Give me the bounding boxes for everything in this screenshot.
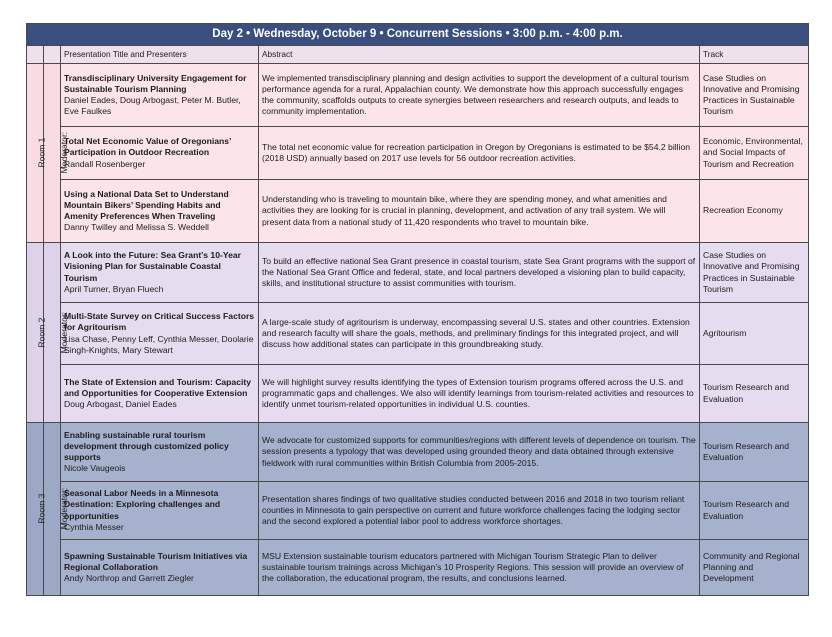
session-presenters: Danny Twilley and Melissa S. Weddell [64,222,209,233]
session-presenters: Doug Arbogast, Daniel Eades [64,399,177,410]
session-abstract: Presentation shares findings of two qualitative studies conducted between 2016 and 2018 in two tourism reliant counties in Minnesota to gain perspective on current and future workforce challenges facing the lodging sector and the second explored a potential labor pool to address workforce shortages. [259,482,700,540]
header-track: Track [700,46,809,64]
session-abstract: Understanding who is traveling to mountain bike, where they are spending money, and what amenities and activities they are looking for is crucial in planning, development, and activation of any trail system. We will present data from a national study of 11,420 respondents who travel to mountain bike. [259,180,700,243]
room-name: Room 2 [36,317,47,348]
room-2-label [27,243,47,423]
session-row [27,303,809,365]
session-presenters: Cynthia Messer [64,521,124,532]
session-track: Community and Regional Planning and Development [700,540,809,596]
moderator-label: Moderator: [59,488,70,530]
session-presenters: Lisa Chase, Penny Leff, Cynthia Messer, Doolarie Singh-Knights, Mary Stewart [64,333,254,355]
session-track: Tourism Research and Evaluation [700,423,809,482]
header-abstract: Abstract [259,46,700,64]
session-presenters: Nicole Vaugeois [64,463,126,474]
session-title: A Look into the Future: Sea Grant’s 10-Year Visioning Plan for Sustainable Coastal Tourism [64,250,242,283]
session-title-cell [61,180,259,243]
moderator-label: Moderator: [59,132,70,174]
session-abstract: MSU Extension sustainable tourism educators partnered with Michigan Tourism Strategic Plan to deliver sustainable tourism trainings across Michigan’s 10 Prosperity Regions. This session will provide an overview of the collaboration, the educational program, the results, and conclusions learned. [259,540,700,596]
header-presentation: Presentation Title and Presenters [61,46,259,64]
session-title: Spawning Sustainable Tourism Initiatives via Regional Collaboration [64,550,248,572]
room-name: Room 3 [36,493,47,525]
session-abstract: We will highlight survey results identifying the types of Extension tourism programs offered across the U.S. and programmatic gaps and challenges. We also will identify learnings from tourism-related activities and resources to identify unmet tourism-related opportunities in individual U.S. counties. [259,365,700,423]
session-abstract: The total net economic value for recreation participation in Oregon by Oregonians is estimated to be $54.2 billion (2018 USD) annually based on 2017 use levels for 56 outdoor recreation activities. [259,127,700,180]
room-1-label [27,64,47,243]
session-presenters: April Turner, Bryan Fluech [64,283,164,294]
header-blank-room [27,46,44,64]
session-title: Transdisciplinary University Engagement for Sustainable Tourism Planning [64,72,247,94]
session-abstract: We implemented transdisciplinary planning and design activities to support the development of a cultural tourism performance agenda for a rural, Appalachian county. We demonstrate how this approach successfully engages the community, scaffolds outputs to create synergies between researchers and research outputs, and leads to community implementation. [259,64,700,127]
session-title: Enabling sustainable rural tourism development through customized policy supports [64,429,229,462]
session-presenters: Andy Northrop and Garrett Ziegler [64,573,194,584]
session-title: The State of Extension and Tourism: Capacity and Opportunities for Cooperative Extension [64,376,252,398]
session-row [27,127,809,180]
session-row [27,482,809,540]
session-title-cell [61,64,259,127]
session-track: Case Studies on Innovative and Promising Practices in Sustainable Tourism [700,243,809,303]
session-title: Using a National Data Set to Understand Mountain Bikers’ Spending Habits and Amenity Preferences When Traveling [64,188,229,221]
session-row [27,540,809,596]
session-title-cell [61,540,259,596]
session-title-cell [61,303,259,365]
session-track: Tourism Research and Evaluation [700,482,809,540]
moderator-label: Moderator: [59,311,70,354]
session-title-cell [61,243,259,303]
header-row [27,46,809,64]
session-row [27,423,809,482]
session-title-cell [61,423,259,482]
session-abstract: We advocate for customized supports for communities/regions with different levels of dependence on tourism. The session presents a typology that was developed using grounded theory and data obtained through extensive fieldwork with rural communities within British Columbia from 2005-2015. [259,423,700,482]
session-row [27,243,809,303]
session-title: Multi-State Survey on Critical Success Factors for Agritourism [64,311,255,333]
session-title-cell [61,127,259,180]
title-row [27,24,809,46]
session-row [27,180,809,243]
session-track: Tourism Research and Evaluation [700,365,809,423]
session-row [27,64,809,127]
session-presenters: Daniel Eades, Doug Arbogast, Peter M. Butler, Eve Faulkes [64,95,241,117]
header-blank-moderator [44,46,61,64]
session-track: Recreation Economy [700,180,809,243]
room-3-label [27,423,47,596]
session-track: Agritourism [700,303,809,365]
session-track: Economic, Environmental, and Social Impacts of Tourism and Recreation [700,127,809,180]
session-abstract: A large-scale study of agritourism is underway, encompassing several U.S. states and other countries. Extension and research faculty will share the goals, methods, and preliminary findings for this integrated project, and will discuss how additional states can participate in this groundbreaking study. [259,303,700,365]
session-row [27,365,809,423]
session-presenters: Randall Rosenberger [64,158,146,169]
session-title-cell [61,365,259,423]
session-track: Case Studies on Innovative and Promising Practices in Sustainable Tourism [700,64,809,127]
session-title: Total Net Economic Value of Oregonians’ Participation in Outdoor Recreation [64,136,231,158]
schedule-table [26,23,809,596]
session-title-cell [61,482,259,540]
session-title: Seasonal Labor Needs in a Minnesota Destination: Exploring challenges and opportunities [64,488,221,521]
schedule-title: Day 2 • Wednesday, October 9 • Concurrent Sessions • 3:00 p.m. - 4:00 p.m. [27,24,809,46]
room-name: Room 1 [36,137,47,169]
session-abstract: To build an effective national Sea Grant presence in coastal tourism, state Sea Grant programs with the support of the National Sea Grant Office and federal, state, and local partners developed a visioning plan to build capacity, skills, and institutional structure to assist communities with tourism. [259,243,700,303]
